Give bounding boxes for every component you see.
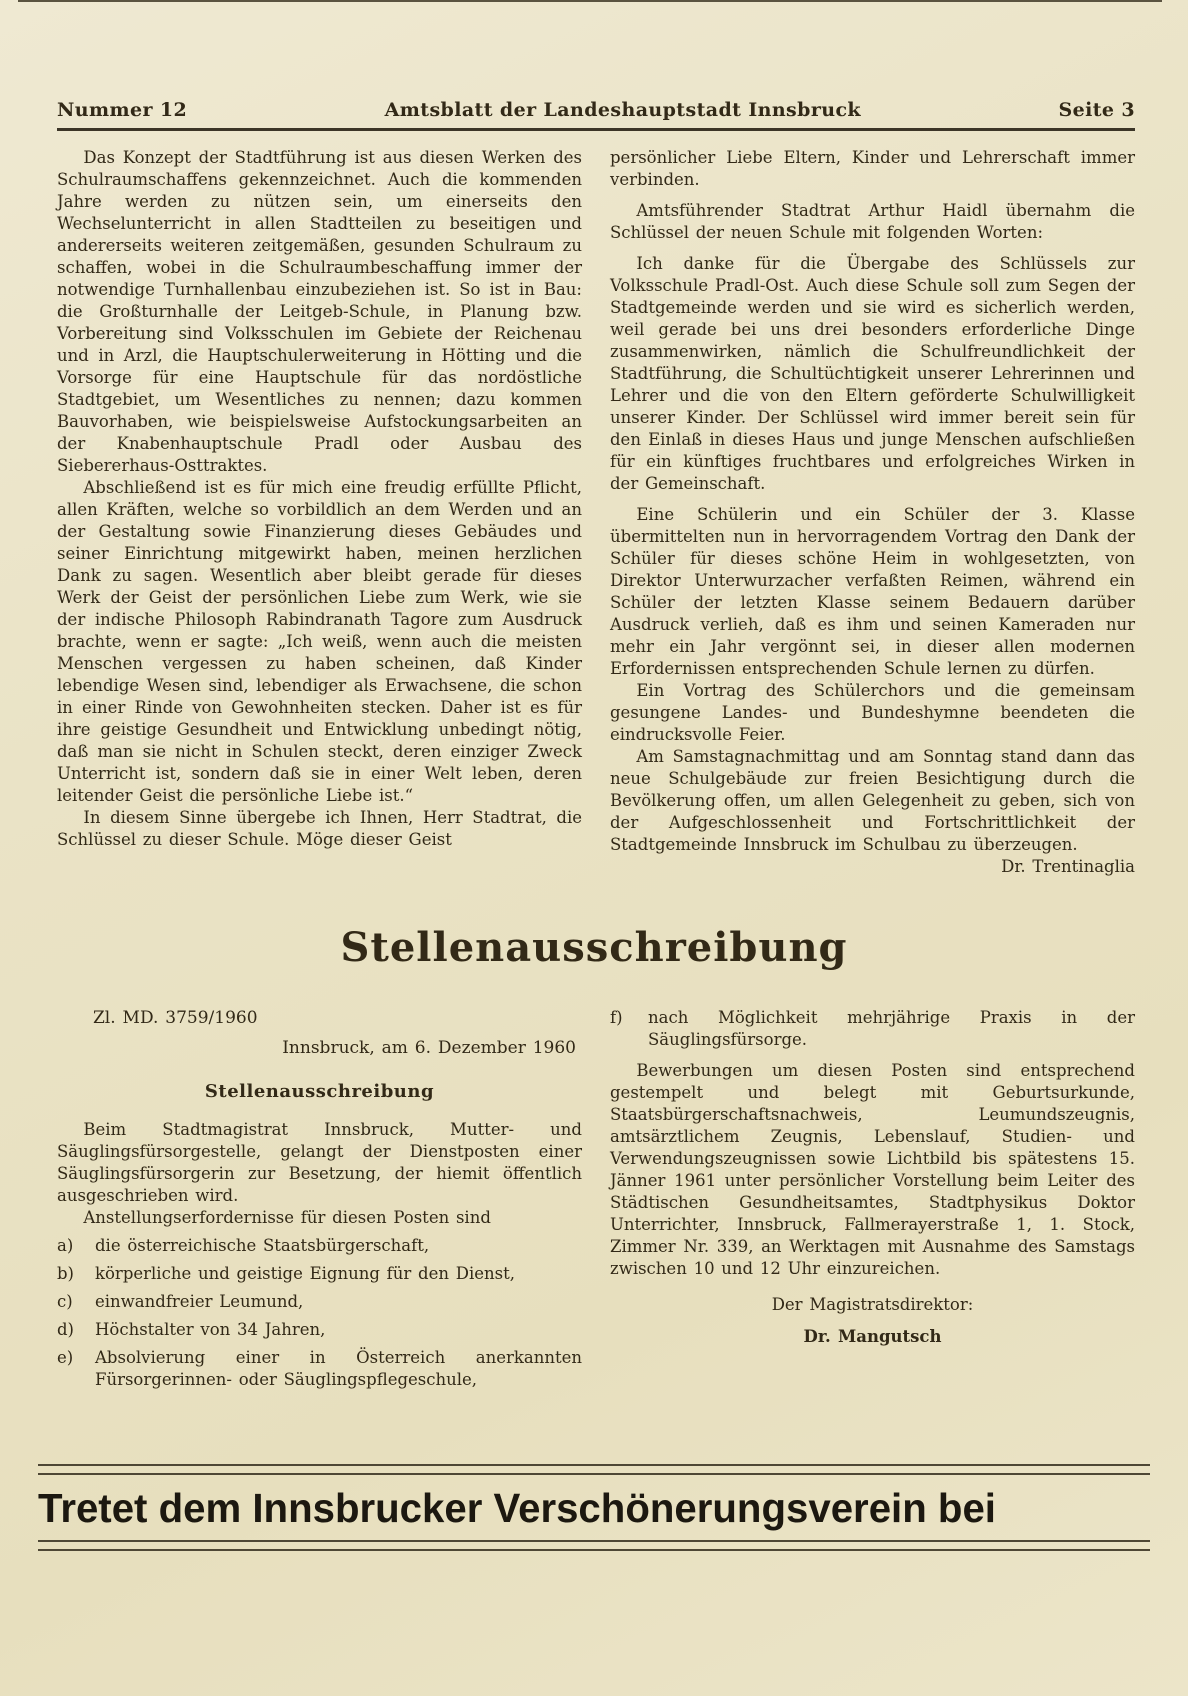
article-paragraph: persönlicher Liebe Eltern, Kinder und Lehrerschaft immer verbinden. xyxy=(610,148,1135,189)
job-requirement-item xyxy=(57,1235,582,1257)
requirement-text: nach Möglichkeit mehrjährige Praxis in der Säuglingsfürsorge. xyxy=(648,1008,1135,1049)
masthead-title: Amtsblatt der Landeshauptstadt Innsbruck xyxy=(384,99,861,121)
job-requirement-item xyxy=(57,1347,582,1391)
page-top-rule xyxy=(18,0,1162,2)
article-last-paragraph xyxy=(610,746,1135,876)
requirement-text: einwandfreier Leumund, xyxy=(95,1292,304,1311)
job-reference-number: Zl. MD. 3759/1960 xyxy=(93,1008,258,1028)
article-paragraph: Ich danke für die Übergabe des Schlüssels zur Volksschule Pradl-Ost. Auch diese Schule soll zum Segen der Stadtgemeinde werden und sie wird es sicherlich werden, weil gerade bei uns drei besonders erforderliche Dinge zusammenwirken, nämlich die Schulfreundlichkeit der Stadtführung, die Schultüchtigkeit unserer Lehrerinnen und Lehrer und die von den Eltern geförderte Schulwilligkeit unserer Kinder. Der Schlüssel wird immer bereit sein für den Einlaß in dieses Haus und junge Menschen aufschließen für ein künftiges fruchtbares und erfolgreiches Wirken in der Gemeinschaft. xyxy=(610,254,1135,493)
article-paragraph: Eine Schülerin und ein Schüler der 3. Klasse übermittelten nun in hervorragendem Vortrag den Dank der Schüler für dieses schöne Heim in wohlgesetzten, von Direktor Unterwurzacher verfaßten Reimen, während ein Schüler der letzten Klasse seinem Bedauern darüber Ausdruck verlieh, daß es ihm und seinen Kameraden nur mehr ein Jahr vergönnt sei, in dieser allen modernen Erfordernissen entsprechenden Schule lernen zu dürfen. xyxy=(610,505,1135,678)
requirement-label: b) xyxy=(57,1264,74,1283)
job-requirement-item xyxy=(57,1263,582,1285)
requirement-label: e) xyxy=(57,1348,74,1367)
requirement-text: körperliche und geistige Eignung für den Dienst, xyxy=(95,1264,515,1283)
job-right-column xyxy=(610,1007,1135,1391)
article-right-column xyxy=(610,147,1135,878)
article-left-column xyxy=(57,147,582,878)
article-paragraph: In diesem Sinne übergebe ich Ihnen, Herr Stadtrat, die Schlüssel zu dieser Schule. Möge dieser Geist xyxy=(57,808,582,849)
job-section-heading: Stellenausschreibung xyxy=(340,924,848,971)
job-requirement-item xyxy=(610,1007,1135,1051)
requirement-label: a) xyxy=(57,1236,74,1255)
requirement-text: die österreichische Staatsbürgerschaft, xyxy=(95,1236,430,1255)
job-left-column xyxy=(57,1007,582,1391)
requirement-label: f) xyxy=(610,1008,623,1027)
requirement-label: d) xyxy=(57,1320,74,1339)
job-requirements-lead: Anstellungserfordernisse für diesen Posten sind xyxy=(83,1208,491,1227)
job-columns xyxy=(57,1007,1135,1391)
article-paragraph-text: Am Samstagnachmittag und am Sonntag stand dann das neue Schulgebäude zur freien Besichtigung durch die Bevölkerung offen, um allen Gelegenheit zu geben, sich von der Aufgeschlossenheit und Fortschrittlichkeit der Stadtgemeinde Innsbruck im Schulbau zu überzeugen. xyxy=(610,747,1135,854)
banner-bottom-rule xyxy=(38,1540,1150,1551)
article-paragraph: Das Konzept der Stadtführung ist aus diesen Werken des Schulraumschaffens gekennzeichnet. Auch die kommenden Jahre werden zu nützen sein, um einerseits den Wechselunterricht in allen Stadtteilen zu beseitigen und andererseits weiteren zeitgemäßen, gesunden Schulraum zu schaffen, wobei in die Schulraumbeschaffung immer der notwendige Turnhallenbau einzubeziehen ist. So ist in Bau: die Großturnhalle der Leitgeb-Schule, in Planung bzw. Vorbereitung sind Volksschulen im Gebiete der Reichenau und in Arzl, die Hauptschulerweiterung in Hötting und die Vorsorge für eine Hauptschule für das nordöstliche Stadtgebiet, um Wesentliches zu nennen; dazu kommen Bauvorhaben, wie beispielsweise Aufstockungsarbeiten an der Knabenhauptschule Pradl oder Ausbau des Siebererhaus-Osttraktes. xyxy=(57,148,582,475)
job-subheading: Stellenausschreibung xyxy=(204,1081,435,1102)
banner-text: Tretet dem Innsbrucker Verschönerungsverein bei xyxy=(38,1485,996,1531)
article-paragraph: Ein Vortrag des Schülerchors und die gemeinsam gesungene Landes- und Bundeshymne beendeten die eindrucksvolle Feier. xyxy=(610,681,1135,744)
masthead-rule xyxy=(57,128,1135,131)
job-requirement-item xyxy=(57,1319,582,1341)
article-paragraph: Abschließend ist es für mich eine freudig erfüllte Pflicht, allen Kräften, welche so vorbildlich an dem Werden und an der Gestaltung sowie Finanzierung dieses Gebäudes und seiner Einrichtung mitgewirkt haben, meinen herzlichen Dank zu sagen. Wesentlich aber bleibt gerade für dieses Werk der Geist der persönlichen Liebe zum Werk, wie sie der indische Philosoph Rabindranath Tagore zum Ausdruck brachte, wenn er sagte: „Ich weiß, wenn auch die meisten Menschen vergessen zu haben scheinen, daß Kinder lebendige Wesen sind, lebendiger als Erwachsene, die schon in einer Rinde von Gewohnheiten stecken. Daher ist es für ihre geistige Gesundheit und Entwicklung unbedingt nötig, daß man sie nicht in Schulen steckt, deren einziger Zweck Unterricht ist, sondern daß sie in einer Welt leben, deren leitender Geist die persönliche Liebe ist.“ xyxy=(57,478,582,805)
bottom-banner xyxy=(38,1464,1150,1551)
requirement-text: Höchstalter von 34 Jahren, xyxy=(95,1320,326,1339)
article-columns xyxy=(57,147,1135,878)
article-author-signature: Dr. Trentinaglia xyxy=(1001,857,1135,876)
masthead-issue-number: Nummer 12 xyxy=(57,99,188,121)
masthead xyxy=(57,0,1135,121)
job-application-paragraph: Bewerbungen um diesen Posten sind entsprechend gestempelt und belegt mit Geburtsurkunde, Staatsbürgerschaftsnachweis, Leumundszeugnis, amtsärztlichem Zeugnis, Lebenslauf, Studien- und Verwendungszeugnissen sowie Lichtbild bis spätestens 15. Jänner 1961 unter persönlicher Vorstellung beim Leiter des Städtischen Gesundheitsamtes, Stadtphysikus Doktor Unterrichter, Innsbruck, Fallmerayerstraße 1, 1. Stock, Zimmer Nr. 339, an Werktagen mit Ausnahme des Samstags zwischen 10 und 12 Uhr einzureichen. xyxy=(610,1061,1135,1278)
job-dateline: Innsbruck, am 6. Dezember 1960 xyxy=(282,1038,576,1058)
job-signature-title: Der Magistratsdirektor: xyxy=(771,1295,974,1314)
job-requirement-item xyxy=(57,1291,582,1313)
masthead-page-number: Seite 3 xyxy=(1058,99,1135,121)
banner-top-rule xyxy=(38,1464,1150,1475)
article-paragraph: Amtsführender Stadtrat Arthur Haidl übernahm die Schlüssel der neuen Schule mit folgenden Worten: xyxy=(610,201,1135,242)
requirement-text: Absolvierung einer in Österreich anerkannten Fürsorgerinnen- oder Säuglingspflegeschule, xyxy=(95,1348,582,1389)
requirement-label: c) xyxy=(57,1292,73,1311)
job-intro-paragraph: Beim Stadtmagistrat Innsbruck, Mutter- und Säuglingsfürsorgestelle, gelangt der Dienstposten einer Säuglingsfürsorgerin zur Besetzung, der hiemit öffentlich ausgeschrieben wird. xyxy=(57,1120,582,1205)
job-signature-name: Dr. Mangutsch xyxy=(803,1327,942,1346)
